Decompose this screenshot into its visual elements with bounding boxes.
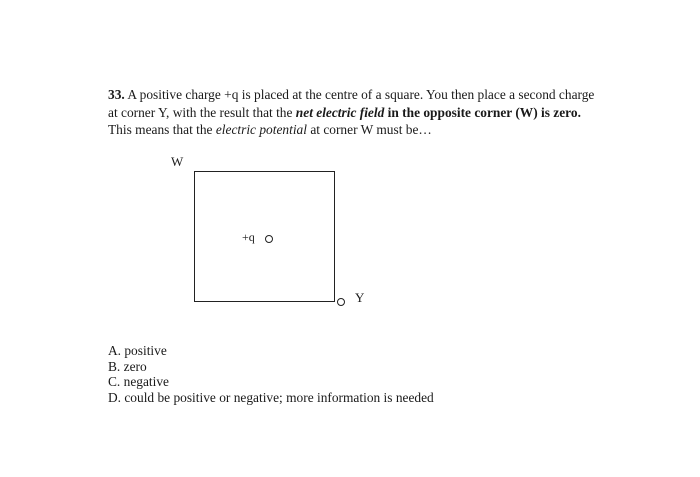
question-text [108,86,600,139]
corner-w-label: W [171,154,184,169]
question-text-part2: This means that the [108,122,216,137]
option-d: D. could be positive or negative; more information is needed [108,389,434,405]
option-a: A. positive [108,343,167,358]
answer-options [108,343,434,405]
question-bold-italic-phrase: net electric field [295,104,385,120]
question-number: 33. [108,87,125,102]
option-b: B. zero [108,358,147,374]
corner-y-charge-circle [337,298,345,306]
question-bold-phrase [296,105,581,120]
question-italic-phrase: electric potential [215,122,307,137]
question-text-part3: at corner W must be… [306,122,432,137]
question-bold-text: in the opposite corner (W) is zero. [384,104,581,120]
corner-y-label: Y [355,290,365,305]
option-c: C. negative [108,374,169,390]
center-charge-circle [265,235,273,243]
question-text-part1: A positive charge +q is placed at the centre of a square. You then place a second charge at corner Y, with the result that the [108,87,595,120]
center-charge-label: +q [242,230,255,244]
